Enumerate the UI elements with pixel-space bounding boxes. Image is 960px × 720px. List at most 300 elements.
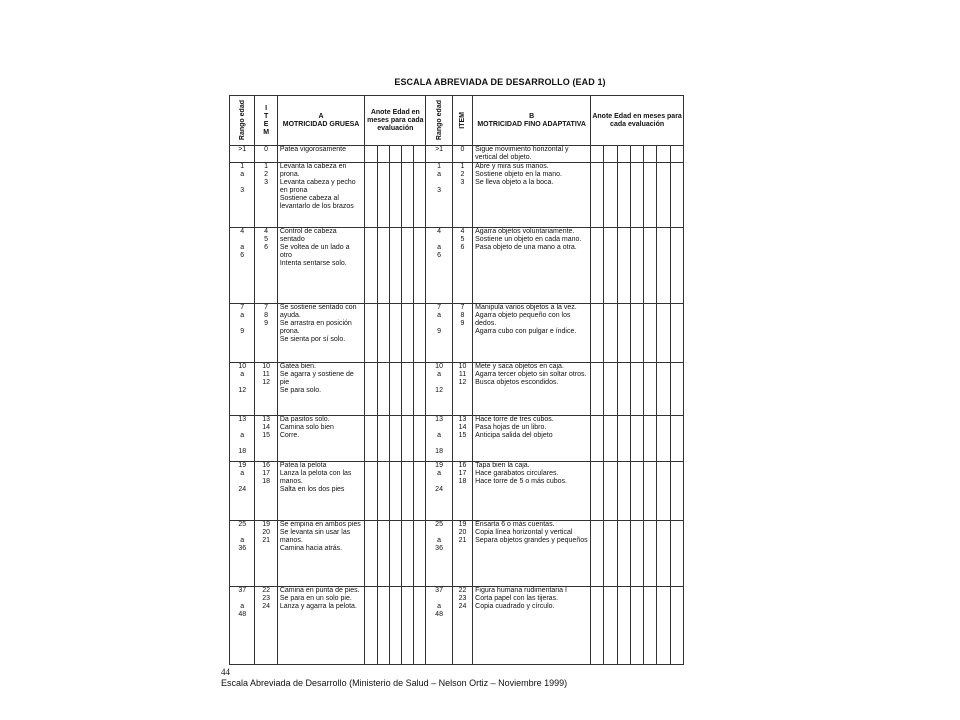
age-entry-cell-left[interactable]: [389, 146, 401, 163]
age-range-line: [231, 236, 253, 244]
item-text-cell-right: [473, 228, 591, 304]
age-range-line: 6: [437, 252, 442, 260]
age-range-cell-left: [230, 461, 255, 520]
item-number: 9: [460, 320, 465, 328]
age-entry-cell-left[interactable]: [389, 586, 401, 664]
age-range-line: 12: [238, 387, 247, 395]
age-entry-cell-left[interactable]: [414, 146, 426, 163]
age-entry-cell-left[interactable]: [389, 461, 401, 520]
age-range-line: [231, 320, 253, 328]
age-range-line: >1: [435, 146, 444, 153]
item-letter: M: [263, 128, 270, 136]
age-range-line: 19: [435, 461, 443, 469]
age-range-line: 25: [238, 520, 247, 528]
age-range-line: 4: [437, 228, 442, 236]
age-range-line: [231, 529, 253, 537]
age-entry-cell-left[interactable]: [365, 520, 377, 586]
item-text: Sostiene cabeza al levantarlo de los brazos: [279, 195, 354, 211]
item-number-cell-left: [255, 586, 277, 664]
age-range-line: [231, 179, 253, 187]
age-range-line: [427, 424, 450, 432]
age-entry-cell-right[interactable]: [591, 416, 604, 462]
item-number: 20: [262, 528, 271, 536]
item-number: 0: [264, 146, 269, 153]
item-letter: I: [265, 104, 268, 112]
rango-edad-header: [230, 96, 255, 146]
item-text: Patea vigorosamente: [279, 146, 346, 153]
rango-edad-header-right: [426, 96, 452, 146]
age-entry-cell-right[interactable]: [630, 520, 643, 586]
table-row: [230, 461, 684, 520]
age-entry-cell-left[interactable]: [389, 520, 401, 586]
age-entry-cell-left[interactable]: [365, 146, 377, 163]
age-entry-cell-right[interactable]: [644, 146, 657, 163]
age-entry-cell-right[interactable]: [670, 163, 684, 228]
item-number: 10: [262, 363, 271, 371]
item-text-cell-left: [277, 163, 365, 228]
item-number: 11: [458, 371, 467, 379]
item-text: Pasa objeto de una mano a otra.: [475, 244, 577, 252]
age-entry-cell-right[interactable]: [604, 163, 617, 228]
item-number: 2: [264, 171, 269, 179]
item-text-cell-right: [473, 586, 591, 664]
age-range-line: 10: [435, 363, 443, 371]
age-entry-cell-right[interactable]: [670, 363, 684, 416]
age-range-cell-right: [426, 146, 452, 163]
item-text: Se sienta por sí solo.: [279, 336, 346, 344]
age-entry-cell-left[interactable]: [377, 586, 389, 664]
age-range-line: 19: [238, 461, 247, 469]
rango-edad-header-text: Rango edad: [238, 100, 246, 141]
age-entry-cell-right[interactable]: [630, 304, 643, 363]
age-range-line: 9: [437, 328, 442, 336]
item-text: Da pasitos solo.: [279, 416, 330, 424]
age-entry-cell-left[interactable]: [414, 163, 426, 228]
age-entry-cell-right[interactable]: [591, 461, 604, 520]
item-number: 6: [460, 244, 465, 252]
item-letter: T: [263, 112, 269, 120]
age-entry-cell-left[interactable]: [389, 228, 401, 304]
item-text: Anticipa salida del objeto: [475, 432, 553, 440]
age-entry-cell-right[interactable]: [630, 146, 643, 163]
age-entry-cell-left[interactable]: [365, 586, 377, 664]
age-entry-cell-right[interactable]: [644, 520, 657, 586]
age-entry-cell-right[interactable]: [591, 586, 604, 664]
age-entry-cell-left[interactable]: [389, 163, 401, 228]
age-entry-cell-right[interactable]: [630, 163, 643, 228]
item-number: 15: [262, 432, 271, 440]
item-text: Se levanta sin usar las manos.: [279, 528, 351, 544]
age-entry-cell-left[interactable]: [365, 416, 377, 462]
item-text: Figura humana rudimentaria I: [475, 586, 567, 594]
item-number: 8: [460, 312, 465, 320]
age-range-line: [427, 379, 450, 387]
item-text-cell-right: [473, 520, 591, 586]
item-number: 19: [458, 520, 467, 528]
item-number: 8: [264, 312, 269, 320]
age-entry-cell-left[interactable]: [414, 586, 426, 664]
item-text: Camina solo bien: [279, 424, 334, 432]
item-text: Agarra objetos voluntariamente.: [475, 228, 575, 236]
age-range-cell-left: [230, 416, 255, 462]
item-text-cell-right: [473, 363, 591, 416]
item-text: Sostiene un objeto en cada mano.: [475, 236, 582, 244]
table-row: [230, 304, 684, 363]
item-text: Se para en un solo pie.: [279, 594, 352, 602]
age-entry-cell-left[interactable]: [365, 163, 377, 228]
age-range-line: a: [437, 244, 442, 252]
table-row: [230, 363, 684, 416]
item-text: Se voltea de un lado a otro: [279, 244, 350, 260]
age-entry-cell-right[interactable]: [644, 586, 657, 664]
item-text: Separa objetos grandes y pequeños: [475, 536, 588, 544]
item-number: 3: [264, 179, 269, 187]
age-range-line: a: [437, 602, 442, 610]
age-range-cell-right: [426, 461, 452, 520]
age-entry-cell-right[interactable]: [644, 416, 657, 462]
age-range-cell-left: [230, 163, 255, 228]
age-entry-cell-right[interactable]: [657, 146, 670, 163]
age-range-line: a: [437, 469, 442, 477]
item-text: Se agarra y sostiene de pie: [279, 371, 354, 387]
item-text: Levanta la cabeza en prona.: [279, 163, 347, 179]
col-b-letter: B: [529, 112, 535, 120]
item-letter: E: [263, 120, 269, 128]
age-range-line: 37: [435, 586, 443, 594]
age-range-line: 48: [435, 610, 443, 618]
age-entry-cell-left[interactable]: [414, 416, 426, 462]
age-range-cell-left: [230, 228, 255, 304]
item-text-cell-left: [277, 520, 365, 586]
item-number: 7: [264, 304, 269, 312]
item-number: 24: [458, 602, 467, 610]
item-number-cell-right: [452, 461, 472, 520]
age-entry-cell-right[interactable]: [670, 520, 684, 586]
age-entry-cell-right[interactable]: [657, 416, 670, 462]
age-range-line: a: [437, 536, 442, 544]
age-entry-cell-right[interactable]: [617, 363, 630, 416]
age-range-cell-right: [426, 363, 452, 416]
age-range-line: a: [240, 536, 245, 544]
age-entry-cell-left[interactable]: [414, 461, 426, 520]
table-row: [230, 586, 684, 664]
age-entry-cell-right[interactable]: [604, 228, 617, 304]
age-range-cell-right: [426, 520, 452, 586]
age-entry-cell-right[interactable]: [670, 146, 684, 163]
age-entry-cell-right[interactable]: [591, 520, 604, 586]
item-text: Hace torre de 5 o más cubos.: [475, 477, 567, 485]
age-entry-cell-right[interactable]: [617, 416, 630, 462]
item-text: Copia línea horizontal y vertical: [475, 528, 573, 536]
age-entry-cell-right[interactable]: [657, 304, 670, 363]
age-entry-cell-left[interactable]: [377, 146, 389, 163]
item-number-cell-right: [452, 304, 472, 363]
age-range-line: 7: [240, 304, 245, 312]
age-range-line: 1: [240, 163, 245, 171]
age-entry-cell-right[interactable]: [670, 228, 684, 304]
age-entry-cell-right[interactable]: [657, 586, 670, 664]
item-number: 12: [262, 379, 271, 387]
age-entry-cell-right[interactable]: [630, 461, 643, 520]
age-entry-cell-left[interactable]: [377, 461, 389, 520]
age-entry-cell-right[interactable]: [617, 304, 630, 363]
age-entry-cell-right[interactable]: [630, 363, 643, 416]
rango-edad-header-right-text: Rango edad: [435, 100, 443, 141]
age-entry-cell-right[interactable]: [657, 228, 670, 304]
age-entry-cell-right[interactable]: [617, 520, 630, 586]
item-text: Se para solo.: [279, 387, 322, 395]
age-range-line: [231, 595, 253, 603]
item-text: Mete y saca objetos en caja.: [475, 363, 564, 371]
age-entry-cell-left[interactable]: [414, 304, 426, 363]
age-entry-cell-right[interactable]: [644, 228, 657, 304]
age-entry-cell-left[interactable]: [377, 304, 389, 363]
age-entry-cell-right[interactable]: [657, 363, 670, 416]
age-entry-cell-right[interactable]: [657, 461, 670, 520]
age-entry-cell-left[interactable]: [365, 461, 377, 520]
item-number-cell-left: [255, 461, 277, 520]
age-range-line: a: [240, 312, 245, 320]
age-range-line: 36: [435, 544, 443, 552]
item-text: Agarra cubo con pulgar e índice.: [475, 328, 577, 336]
age-range-line: [231, 440, 253, 448]
age-entry-cell-left[interactable]: [365, 228, 377, 304]
age-range-line: 13: [435, 416, 443, 424]
item-number: 23: [262, 594, 271, 602]
age-range-line: [231, 478, 253, 486]
item-text: Lanza y agarra la pelota.: [279, 602, 357, 610]
item-text-cell-right: [473, 304, 591, 363]
age-entry-cell-right[interactable]: [591, 363, 604, 416]
age-entry-cell-right[interactable]: [644, 163, 657, 228]
item-text-cell-left: [277, 146, 365, 163]
age-entry-cell-right[interactable]: [591, 304, 604, 363]
item-number: 5: [264, 236, 269, 244]
age-range-line: [427, 529, 450, 537]
page-number: 44: [221, 667, 230, 677]
age-entry-cell-right[interactable]: [604, 461, 617, 520]
age-entry-cell-left[interactable]: [401, 461, 413, 520]
col-a-letter: A: [318, 112, 324, 120]
item-number: 0: [460, 146, 465, 153]
age-entry-cell-right[interactable]: [604, 416, 617, 462]
item-number: 13: [262, 416, 271, 424]
table-row: [230, 163, 684, 228]
age-range-line: [231, 424, 253, 432]
item-header-right: [452, 96, 472, 146]
age-range-line: 18: [238, 448, 247, 456]
age-range-line: [427, 179, 450, 187]
item-text: Sigue movimiento horizontal y vertical del objeto.: [475, 146, 569, 161]
item-number: 18: [458, 477, 467, 485]
age-entry-cell-right[interactable]: [657, 163, 670, 228]
age-entry-cell-left[interactable]: [401, 146, 413, 163]
age-range-line: a: [240, 432, 245, 440]
age-entry-cell-left[interactable]: [389, 304, 401, 363]
age-range-line: [427, 440, 450, 448]
item-number: 16: [458, 461, 467, 469]
age-entry-cell-left[interactable]: [401, 363, 413, 416]
age-range-cell-right: [426, 228, 452, 304]
age-range-cell-left: [230, 363, 255, 416]
age-entry-cell-left[interactable]: [401, 228, 413, 304]
age-range-line: 24: [435, 485, 443, 493]
footer-citation: Escala Abreviada de Desarrollo (Ministerio de Salud – Nelson Ortiz – Noviembre 1999): [221, 678, 568, 688]
item-number: 18: [262, 477, 271, 485]
item-text: Levanta cabeza y pecho en prona: [279, 179, 356, 195]
table-header-row: [230, 96, 684, 146]
item-text-cell-left: [277, 304, 365, 363]
age-range-line: a: [240, 469, 245, 477]
anote-edad-header-right: Anote Edad en meses para cada evaluación: [591, 96, 684, 146]
age-entry-cell-left[interactable]: [377, 363, 389, 416]
age-entry-cell-right[interactable]: [604, 304, 617, 363]
item-text-cell-left: [277, 586, 365, 664]
item-header-right-text: ITEM: [458, 112, 466, 129]
age-range-cell-right: [426, 304, 452, 363]
item-text: Ensarta 6 o más cuentas.: [475, 520, 555, 528]
age-entry-cell-left[interactable]: [401, 416, 413, 462]
age-entry-cell-left[interactable]: [377, 520, 389, 586]
age-entry-cell-right[interactable]: [644, 304, 657, 363]
age-range-cell-right: [426, 586, 452, 664]
age-entry-cell-left[interactable]: [414, 520, 426, 586]
age-entry-cell-left[interactable]: [377, 228, 389, 304]
item-number: 15: [458, 432, 467, 440]
item-number: 13: [458, 416, 467, 424]
item-number-cell-left: [255, 146, 277, 163]
age-entry-cell-left[interactable]: [389, 416, 401, 462]
item-number-cell-right: [452, 228, 472, 304]
item-text: Se arrastra en posición prona.: [279, 320, 352, 336]
item-number: 23: [458, 594, 467, 602]
age-range-line: 13: [238, 416, 247, 424]
age-range-line: 4: [240, 228, 245, 236]
item-text: Sostiene objeto en la mano.: [475, 171, 562, 179]
item-number: 12: [458, 379, 467, 387]
age-entry-cell-right[interactable]: [591, 228, 604, 304]
age-entry-cell-left[interactable]: [365, 363, 377, 416]
item-number-cell-right: [452, 163, 472, 228]
item-text: Corre.: [279, 432, 300, 440]
age-entry-cell-right[interactable]: [630, 586, 643, 664]
age-range-cell-left: [230, 586, 255, 664]
col-b-name: MOTRICIDAD FINO ADAPTATIVA: [477, 120, 586, 128]
item-text: Intenta sentarse solo.: [279, 260, 347, 268]
item-text: Se empina en ambos pies: [279, 520, 361, 528]
age-range-line: 7: [437, 304, 442, 312]
age-range-line: 25: [435, 520, 443, 528]
item-text: Salta en los dos pies: [279, 485, 345, 493]
age-range-line: 37: [238, 586, 247, 594]
item-text: Abre y mira sus manos.: [475, 163, 549, 171]
age-entry-cell-right[interactable]: [644, 461, 657, 520]
age-range-cell-left: [230, 146, 255, 163]
item-number-cell-right: [452, 416, 472, 462]
age-entry-cell-right[interactable]: [670, 304, 684, 363]
age-entry-cell-left[interactable]: [365, 304, 377, 363]
item-text: Patea la pelota: [279, 461, 327, 469]
item-text: Busca objetos escondidos.: [475, 379, 559, 387]
age-entry-cell-right[interactable]: [644, 363, 657, 416]
item-text-cell-left: [277, 363, 365, 416]
age-entry-cell-left[interactable]: [401, 304, 413, 363]
age-entry-cell-left[interactable]: [414, 228, 426, 304]
age-entry-cell-right[interactable]: [604, 363, 617, 416]
table-row: [230, 146, 684, 163]
table-row: [230, 416, 684, 462]
age-entry-cell-left[interactable]: [377, 416, 389, 462]
age-entry-cell-right[interactable]: [591, 163, 604, 228]
item-number: 7: [460, 304, 465, 312]
age-entry-cell-right[interactable]: [617, 461, 630, 520]
age-entry-cell-right[interactable]: [617, 228, 630, 304]
item-number: 22: [262, 586, 271, 594]
age-entry-cell-right[interactable]: [604, 146, 617, 163]
age-entry-cell-right[interactable]: [604, 520, 617, 586]
age-entry-cell-left[interactable]: [401, 586, 413, 664]
age-entry-cell-right[interactable]: [670, 416, 684, 462]
age-entry-cell-right[interactable]: [617, 146, 630, 163]
item-number: 19: [262, 520, 271, 528]
item-number: 24: [262, 602, 271, 610]
age-entry-cell-right[interactable]: [657, 520, 670, 586]
age-entry-cell-left[interactable]: [389, 363, 401, 416]
item-number: 9: [264, 320, 269, 328]
item-text-cell-left: [277, 228, 365, 304]
item-text: Gatea bien.: [279, 363, 317, 371]
item-number: 1: [264, 163, 269, 171]
age-entry-cell-right[interactable]: [630, 416, 643, 462]
age-entry-cell-right[interactable]: [617, 163, 630, 228]
age-entry-cell-left[interactable]: [401, 163, 413, 228]
item-number-cell-left: [255, 416, 277, 462]
age-range-cell-left: [230, 520, 255, 586]
age-range-line: a: [240, 244, 245, 252]
item-number-cell-left: [255, 520, 277, 586]
age-range-line: 18: [435, 448, 443, 456]
age-range-line: 1: [437, 163, 442, 171]
age-range-line: a: [437, 432, 442, 440]
age-entry-cell-right[interactable]: [670, 461, 684, 520]
age-range-line: 3: [437, 187, 442, 195]
age-range-line: 12: [435, 387, 443, 395]
age-entry-cell-right[interactable]: [604, 586, 617, 664]
item-number: 21: [458, 536, 467, 544]
age-range-cell-right: [426, 416, 452, 462]
age-entry-cell-left[interactable]: [377, 163, 389, 228]
age-entry-cell-left[interactable]: [401, 520, 413, 586]
age-range-line: a: [437, 312, 442, 320]
age-range-line: a: [240, 371, 245, 379]
age-entry-cell-right[interactable]: [591, 146, 604, 163]
age-entry-cell-right[interactable]: [670, 586, 684, 664]
age-entry-cell-right[interactable]: [630, 228, 643, 304]
item-text: Manipula varios objetos a la vez.: [475, 304, 577, 312]
age-entry-cell-right[interactable]: [617, 586, 630, 664]
item-number-cell-left: [255, 304, 277, 363]
item-number: 20: [458, 528, 467, 536]
age-range-cell-left: [230, 304, 255, 363]
item-text: Se sostiene sentado con ayuda.: [279, 304, 357, 320]
age-range-line: 24: [238, 485, 247, 493]
item-number: 14: [262, 424, 271, 432]
age-range-line: a: [437, 371, 442, 379]
age-entry-cell-left[interactable]: [414, 363, 426, 416]
age-range-line: a: [240, 602, 245, 610]
development-scale-table: [229, 95, 684, 665]
item-number: 21: [262, 536, 271, 544]
